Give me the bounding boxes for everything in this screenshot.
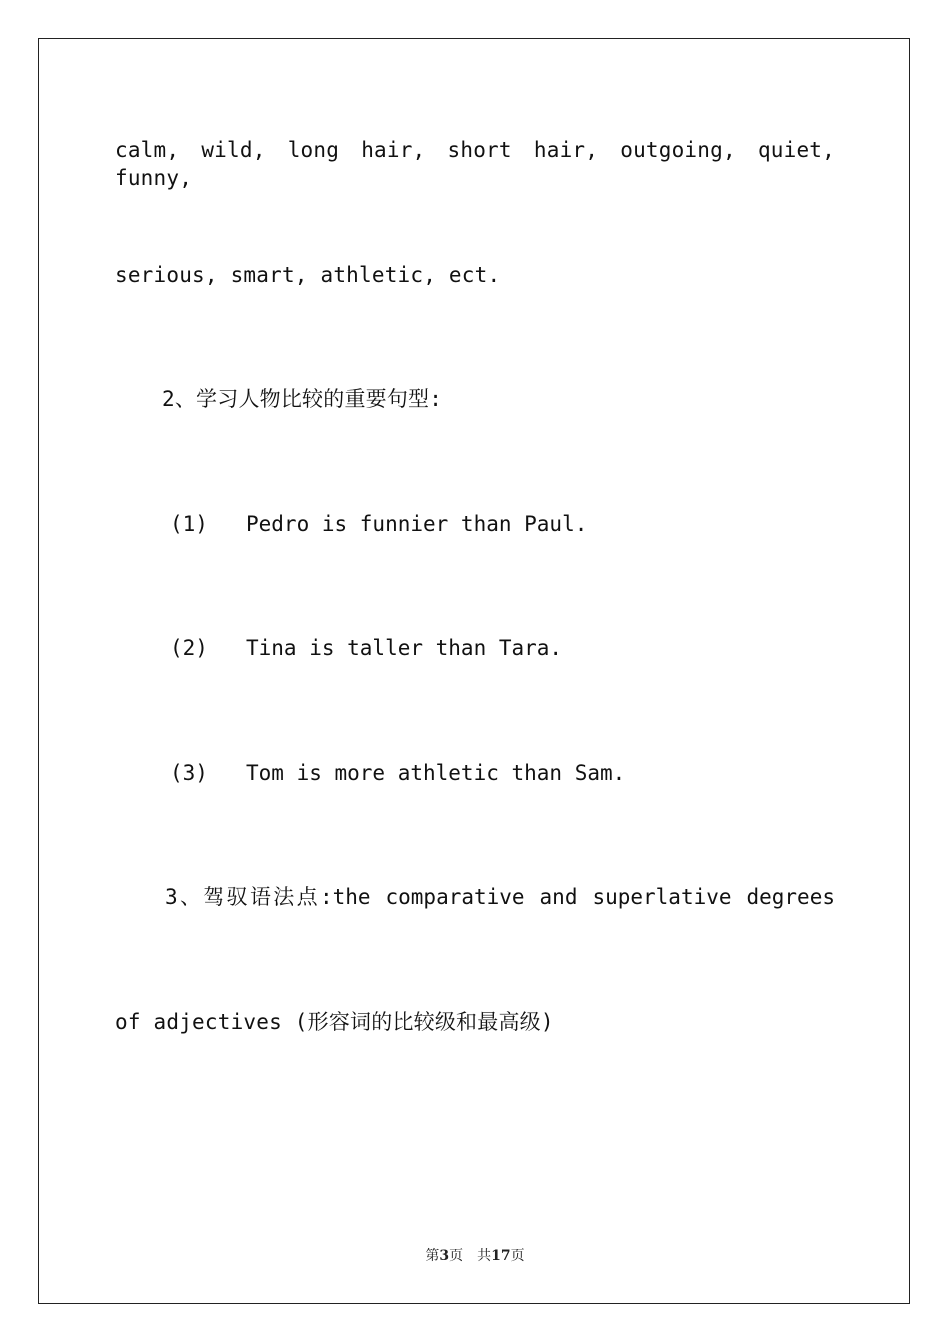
- sentence-number: (1): [170, 512, 208, 536]
- sentence-text: Pedro is funnier than Paul.: [246, 512, 588, 536]
- sentence-text: Tom is more athletic than Sam.: [246, 761, 626, 785]
- sentence-text: Tina is taller than Tara.: [246, 636, 563, 660]
- footer-page-suffix: 页: [449, 1248, 464, 1264]
- vocab-line-1: calm, wild, long hair, short hair, outgoing, quiet, funny,: [115, 138, 835, 190]
- grammar-point-line-1: 3、驾驭语法点:the comparative and superlative degrees: [165, 885, 835, 909]
- vocab-line-2: serious, smart, athletic, ect.: [115, 263, 501, 287]
- footer-total-pages: 17: [491, 1248, 511, 1264]
- section-heading-2: 2、学习人物比较的重要句型:: [162, 387, 443, 411]
- grammar-point-line-2: of adjectives (形容词的比较级和最高级): [115, 1010, 554, 1034]
- footer-page-number: 3: [439, 1248, 450, 1264]
- sentence-number: (3): [170, 761, 208, 785]
- page-footer: [0, 1247, 950, 1265]
- page-border: [38, 38, 910, 1304]
- footer-page-prefix: 第: [425, 1248, 440, 1264]
- footer-total-prefix: 共: [477, 1248, 492, 1264]
- sentence-number: (2): [170, 636, 208, 660]
- footer-total-suffix: 页: [510, 1248, 525, 1264]
